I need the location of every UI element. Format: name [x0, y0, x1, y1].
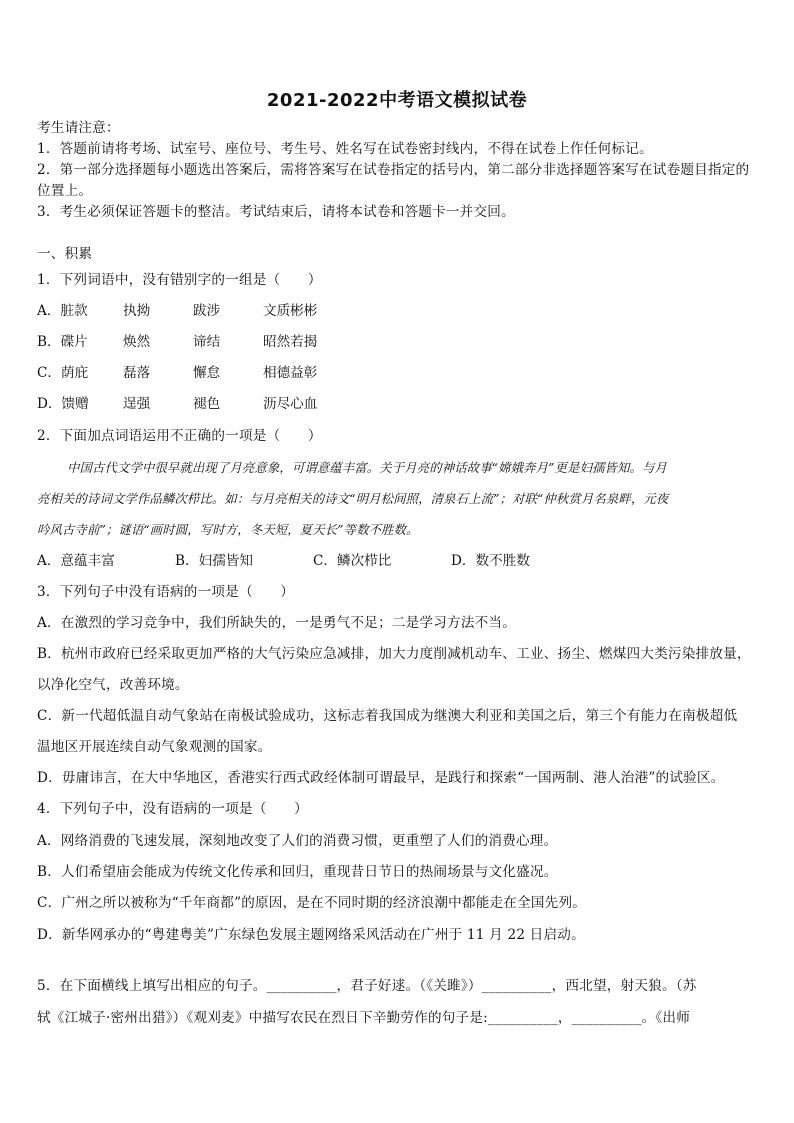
q2-passage-line-2: 亮相关的诗词文学作品鳞次栉比。如：与月亮相关的诗文“明月松间照，清泉石上流”；对联“仲秋赏月名泉畔，元夜 [37, 491, 669, 506]
q2-option-c: C．鳞次栉比 [313, 553, 392, 569]
q3-stem: 3．下列句子中没有语病的一项是（ ） [37, 584, 295, 600]
q1-option-b [37, 333, 383, 351]
q4-option-a: A．网络消费的飞速发展，深刻地改变了人们的消费习惯，更重塑了人们的消费心理。 [37, 833, 558, 849]
q2-options [37, 552, 589, 570]
q2-stem: 2．下面加点词语运用不正确的一项是（ ） [37, 428, 322, 444]
q1-d-word-1: D．馈赠 [37, 396, 89, 412]
q1-a-word-2: 执拗 [123, 303, 151, 319]
q1-a-word-4: 文质彬彬 [263, 303, 318, 319]
q3-option-d: D．毋庸讳言，在大中华地区，香港实行西式政经体制可谓最早，是践行和探索“一国两制、港人治港”的试验区。 [37, 770, 725, 786]
q2-passage-line-1: 中国古代文学中很早就出现了月亮意象，可谓意蕴丰富。关于月亮的神话故事“嫦娥奔月”更是妇孺皆知。与月 [67, 460, 667, 475]
notice-heading: 考生请注意： [37, 120, 120, 136]
q2-passage-line-3: 吟风古寺前”；谜语“画时圆，写时方，冬天短，夏天长”等数不胜数。 [37, 522, 419, 537]
q3-option-c: C．新一代超低温自动气象站在南极试验成功，这标志着我国成为继澳大利亚和美国之后，第三个有能力在南极超低 [37, 708, 738, 724]
q5-line-1: 5．在下面横线上填写出相应的句子。__________，君子好逑。（《关雎》）__________，西北望，射天狼。（苏 [37, 978, 697, 994]
q2-option-b: B．妇孺皆知 [175, 553, 253, 569]
q3-option-c-cont: 温地区开展连续自动气象观测的国家。 [37, 739, 272, 755]
q1-b-word-4: 昭然若揭 [263, 334, 318, 350]
q4-option-c: C．广州之所以被称为“千年商都”的原因，是在不同时期的经济浪潮中都能走在全国先列。 [37, 895, 587, 911]
q3-option-b: B．杭州市政府已经采取更加严格的大气污染应急减排，加大力度削减机动车、工业、扬尘、燃煤四大类污染排放量， [37, 646, 751, 662]
notice-item-3: 3．考生必须保证答题卡的整洁。考试结束后，请将本试卷和答题卡一并交回。 [37, 204, 515, 220]
q2-option-d: D．数不胜数 [451, 553, 530, 569]
q1-c-word-1: C．荫庇 [37, 365, 89, 381]
notice-item-1: 1．答题前请将考场、试室号、座位号、考生号、姓名写在试卷密封线内，不得在试卷上作任何标记。 [37, 141, 653, 157]
notice-item-2-cont: 位置上。 [37, 183, 93, 199]
q1-c-word-4: 相德益彰 [263, 365, 318, 381]
q4-option-b: B．人们希望庙会能成为传统文化传承和回归，重现昔日节日的热闹场景与文化盛况。 [37, 864, 558, 880]
q1-b-word-3: 谛结 [193, 334, 221, 350]
q1-d-word-2: 逞强 [123, 396, 151, 412]
q1-b-word-2: 焕然 [123, 334, 151, 350]
q4-option-d: D．新华网承办的“粤建粤美”广东绿色发展主题网络采风活动在广州于 11 月 22 日启动。 [37, 927, 585, 943]
q3-option-a: A．在激烈的学习竞争中，我们所缺失的，一是勇气不足；二是学习方法不当。 [37, 615, 517, 631]
q1-d-word-4: 沥尽心血 [263, 396, 318, 412]
q5-line-2: 轼《江城子·密州出猎》）《观刈麦》中描写农民在烈日下辛勤劳作的句子是:__________，__________。《出师 [37, 1010, 690, 1026]
q4-stem: 4．下列句子中，没有语病的一项是（ ） [37, 801, 308, 817]
q1-a-word-3: 跋涉 [193, 303, 221, 319]
q1-d-word-3: 褪色 [193, 396, 221, 412]
q3-option-b-cont: 以净化空气，改善环境。 [37, 677, 189, 693]
section-heading: 一、积累 [37, 246, 93, 262]
q1-a-word-1: A．脏款 [37, 303, 88, 319]
page-title: 2021-2022中考语文模拟试卷 [266, 90, 528, 111]
q1-c-word-2: 磊落 [123, 365, 151, 381]
q1-stem: 1．下列词语中，没有错别字的一组是（ ） [37, 272, 322, 288]
q1-option-c [37, 364, 383, 382]
q1-option-d [37, 395, 383, 413]
q1-c-word-3: 懈怠 [193, 365, 221, 381]
q2-option-a: A．意蕴丰富 [37, 553, 115, 569]
q1-option-a [37, 302, 383, 320]
q1-b-word-1: B．碟片 [37, 334, 88, 350]
notice-item-2: 2．第一部分选择题每小题选出答案后，需将答案写在试卷指定的括号内，第二部分非选择题答案写在试卷题目指定的 [37, 162, 750, 178]
